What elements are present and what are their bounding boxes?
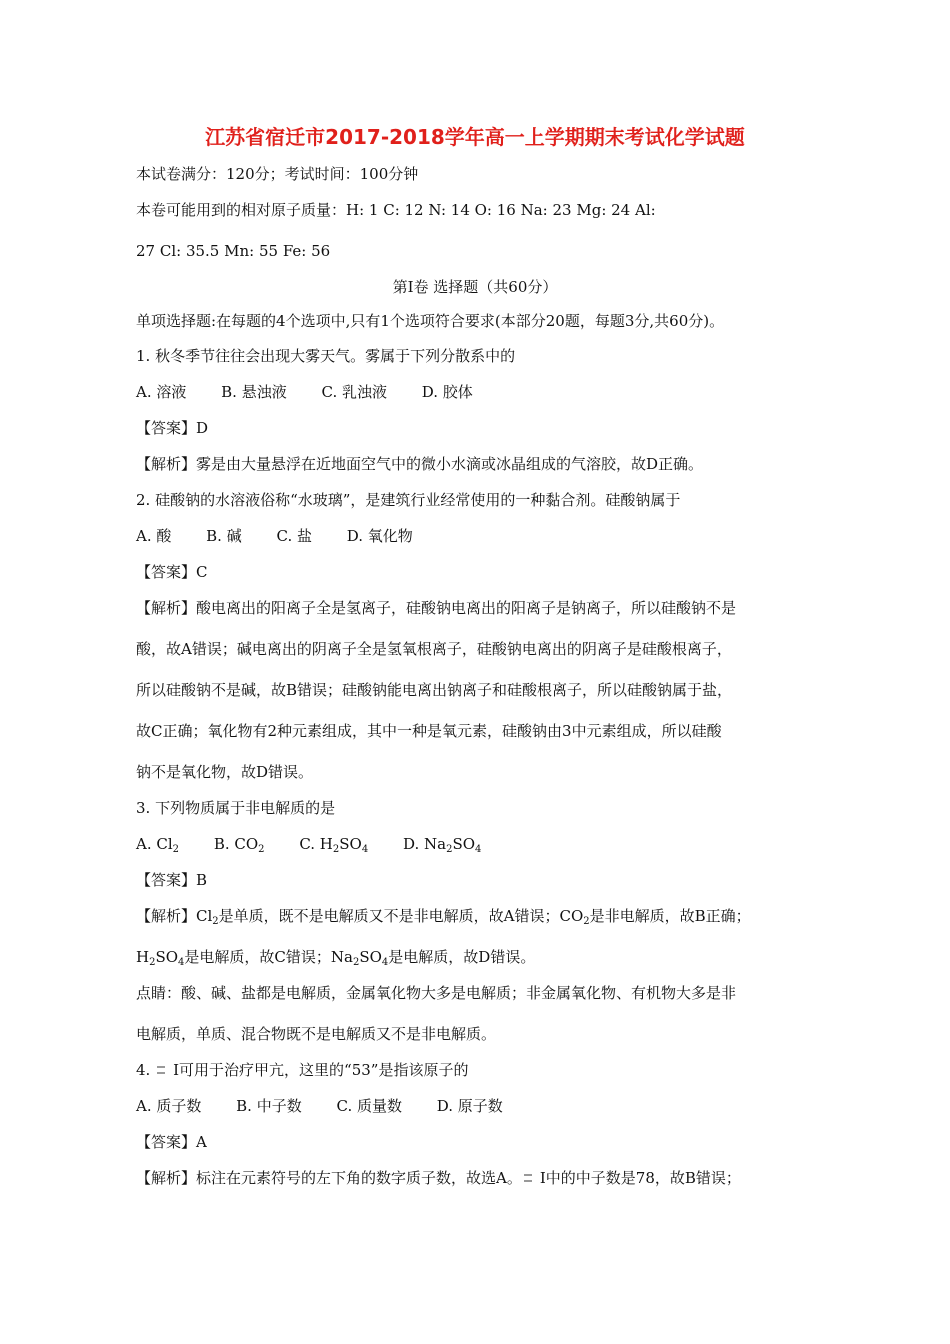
atomic-masses-line-1: 本卷可能用到的相对原子质量：H: 1 C: 12 N: 14 O: 16 Na: 23 Mg: 24 Al: — [136, 201, 656, 219]
option-a: A. 质子数 — [136, 1097, 202, 1115]
question-2-answer: 【答案】C — [136, 563, 208, 581]
option-c: C. 盐 — [276, 527, 312, 545]
question-1-options — [136, 382, 473, 402]
option-c: C. 乳浊液 — [321, 383, 387, 401]
atomic-masses-line-2: 27 Cl: 35.5 Mn: 55 Fe: 56 — [136, 242, 331, 260]
question-2-options — [136, 526, 413, 546]
question-2-analysis-line: 所以硅酸钠不是碱，故B错误；硅酸钠能电离出钠离子和硅酸根离子，所以硅酸钠属于盐， — [136, 681, 733, 699]
isotope-notation-image — [155, 1063, 169, 1077]
option-d: D. 原子数 — [436, 1097, 503, 1115]
question-3-note-line: 电解质，单质、混合物既不是电解质又不是非电解质。 — [136, 1025, 497, 1043]
question-2-stem: 2. 硅酸钠的水溶液俗称“水玻璃”，是建筑行业经常使用的一种黏合剂。硅酸钠属于 — [136, 491, 681, 509]
question-2-analysis-line: 钠不是氧化物，故D错误。 — [136, 763, 314, 781]
option-b: B. 中子数 — [236, 1097, 302, 1115]
question-3-answer: 【答案】B — [136, 871, 208, 889]
section-instruction: 单项选择题:在每题的4个选项中,只有1个选项符合要求(本部分20题，每题3分,共60分)。 — [136, 312, 725, 330]
question-4-analysis: 【解析】标注在元素符号的左下角的数字质子数，故选A。 I中的中子数是78，故B错误； — [136, 1169, 741, 1187]
question-2-analysis-line: 酸，故A错误；碱电离出的阴离子全是氢氧根离子，硅酸钠电离出的阴离子是硅酸根离子， — [136, 640, 732, 658]
question-1-analysis: 【解析】雾是由大量悬浮在近地面空气中的微小水滴或冰晶组成的气溶胶，故D正确。 — [136, 455, 704, 473]
question-3-stem: 3. 下列物质属于非电解质的是 — [136, 799, 336, 817]
option-b: B. $CO_2$ — [213, 835, 265, 855]
option-d: D. $Na_2SO_4$ — [402, 835, 482, 855]
question-4-stem: 4. I可用于治疗甲亢，这里的“53”是指该原子的 — [136, 1061, 469, 1079]
option-a: A. $Cl_2$ — [136, 835, 180, 855]
option-d: D. 胶体 — [421, 383, 473, 401]
option-c: C. 质量数 — [336, 1097, 402, 1115]
question-4-answer: 【答案】A — [136, 1133, 207, 1151]
option-a: A. 溶液 — [136, 383, 187, 401]
question-4-options — [136, 1096, 503, 1116]
option-a: A. 酸 — [136, 527, 172, 545]
question-3-analysis-line: 【解析】$Cl_2$是单质，既不是电解质又不是非电解质，故A错误；$CO_2$是非电解质，故B正确； — [136, 907, 751, 927]
question-1-answer: 【答案】D — [136, 419, 209, 437]
question-3-note-line: 点睛：酸、碱、盐都是电解质，金属氧化物大多是电解质；非金属氧化物、有机物大多是非 — [136, 984, 737, 1002]
question-3-analysis-line: $H_2SO_4$是电解质，故C错误；$Na_2SO_4$是电解质，故D错误。 — [136, 948, 536, 968]
option-c: C. $H_2SO_4$ — [299, 835, 369, 855]
question-1-stem: 1. 秋冬季节往往会出现大雾天气。雾属于下列分散系中的 — [136, 347, 516, 365]
isotope-notation-image — [522, 1171, 536, 1185]
option-d: D. 氧化物 — [346, 527, 413, 545]
document-title: 江苏省宿迁市2017-2018学年高一上学期期末考试化学试题 — [205, 125, 745, 149]
score-time-info: 本试卷满分：120分；考试时间：100分钟 — [136, 165, 419, 183]
question-2-analysis-line: 【解析】酸电离出的阳离子全是氢离子，硅酸钠电离出的阳离子是钠离子，所以硅酸钠不是 — [136, 599, 737, 617]
question-2-analysis-line: 故C正确；氧化物有2种元素组成，其中一种是氧元素，硅酸钠由3中元素组成，所以硅酸 — [136, 722, 722, 740]
section-heading: 第Ⅰ卷 选择题（共60分） — [392, 278, 558, 296]
option-b: B. 悬浊液 — [221, 383, 287, 401]
option-b: B. 碱 — [206, 527, 242, 545]
question-3-options — [136, 834, 481, 854]
